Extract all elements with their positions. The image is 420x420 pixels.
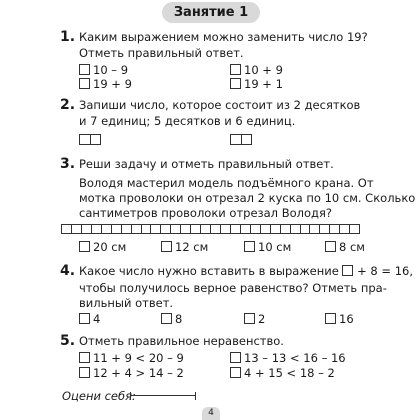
task-5-option-4[interactable]: 4 + 15 < 18 – 2 [230,367,335,380]
task-3-line-2: Володя мастерил модель подъёмного крана. От [79,176,374,190]
task-1-line-1: Каким выражением можно заменить число 19? [79,30,368,44]
task-3-number: 3. [60,156,76,172]
checkbox[interactable] [79,352,90,363]
checkbox[interactable] [244,313,255,324]
task-1-line-2: Отметь правильный ответ. [79,46,244,60]
task-4-line-2: чтобы получилось верное равенство? Отметь пра- [79,281,387,295]
task-4-number: 4. [60,263,76,279]
task-2-line-1: Запиши число, которое состоит из 2 десятков [79,98,361,112]
task-5-option-2[interactable]: 13 – 13 < 16 – 16 [230,352,346,365]
checkbox[interactable] [79,313,90,324]
answer-grid[interactable] [61,224,360,234]
answer-box-1[interactable] [79,134,101,145]
lesson-title: Занятие 1 [162,2,260,23]
blank-box[interactable] [342,265,353,276]
checkbox[interactable] [79,64,90,75]
task-3-line-1: Реши задачу и отметь правильный ответ. [79,157,334,171]
task-4-option-3[interactable]: 2 [244,313,265,326]
checkbox[interactable] [325,313,336,324]
checkbox[interactable] [230,352,241,363]
checkbox[interactable] [230,64,241,75]
task-3-line-3: мотка проволоки он отрезал 2 куска по 10 см. Сколько [79,191,416,205]
task-5-line-1: Отметь правильное неравенство. [79,334,284,348]
checkbox[interactable] [161,313,172,324]
self-assessment-scale[interactable] [130,395,196,396]
checkbox[interactable] [244,241,255,252]
checkbox[interactable] [161,241,172,252]
task-1-option-2[interactable]: 10 + 9 [230,64,283,77]
task-3-option-2[interactable]: 12 см [161,241,208,254]
task-1-option-1[interactable]: 10 – 9 [79,64,128,77]
task-1-option-3[interactable]: 19 + 9 [79,78,132,91]
task-1-number: 1. [60,29,76,45]
answer-box-2[interactable] [230,134,252,145]
task-5-number: 5. [60,333,76,349]
checkbox[interactable] [79,78,90,89]
task-4-option-2[interactable]: 8 [161,313,182,326]
task-2-number: 2. [60,97,76,113]
checkbox[interactable] [325,241,336,252]
self-assessment-label: Оцени себя: [62,389,136,403]
checkbox[interactable] [79,367,90,378]
checkbox[interactable] [230,78,241,89]
task-4-option-4[interactable]: 16 [325,313,354,326]
checkbox[interactable] [79,241,90,252]
task-3-option-1[interactable]: 20 см [79,241,126,254]
task-1-option-4[interactable]: 19 + 1 [230,78,283,91]
task-3-line-4: сантиметров проволоки отрезал Володя? [79,206,332,220]
checkbox[interactable] [230,367,241,378]
task-4-line-1: Какое число нужно вставить в выражение + 8 = 16, [79,264,413,278]
task-5-option-1[interactable]: 11 + 9 < 20 – 9 [79,352,184,365]
task-3-option-3[interactable]: 10 см [244,241,291,254]
task-3-option-4[interactable]: 8 см [325,241,365,254]
task-4-option-1[interactable]: 4 [79,313,100,326]
task-2-line-2: и 7 единиц; 5 десятков и 6 единиц. [79,114,296,128]
page-number: 4 [202,407,220,420]
task-4-line-3: вильный ответ. [79,296,174,310]
task-5-option-3[interactable]: 12 + 4 > 14 – 2 [79,367,184,380]
